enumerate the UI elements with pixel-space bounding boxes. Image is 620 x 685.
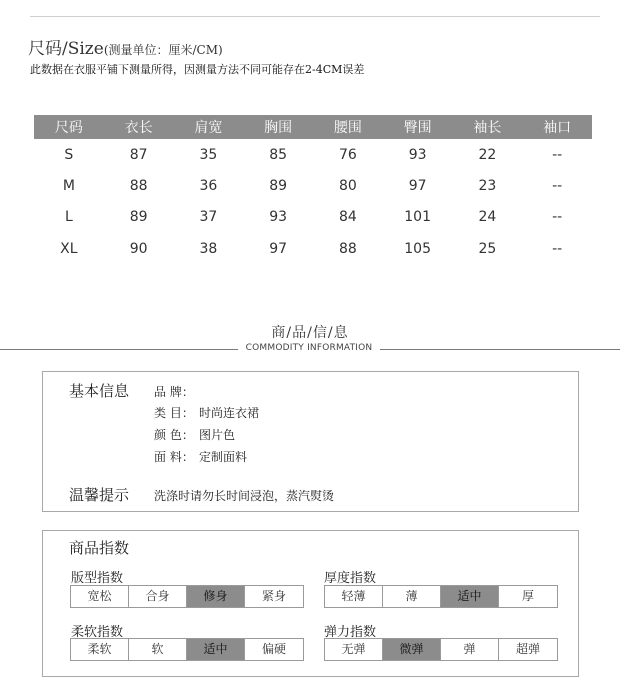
table-cell: 37 bbox=[199, 209, 218, 226]
meter-option: 软 bbox=[129, 639, 187, 660]
tip-text: 洗涤时请勿长时间浸泡，蒸汽熨烫 bbox=[154, 489, 335, 503]
basic-info-heading: 基本信息 bbox=[69, 382, 130, 400]
elasticity-index-label: 弹力指数 bbox=[324, 625, 377, 640]
table-cell: 90 bbox=[129, 240, 148, 257]
thickness-index-meter bbox=[324, 585, 558, 608]
info-row-color bbox=[154, 426, 235, 443]
table-cell: 105 bbox=[404, 240, 431, 257]
product-index-box bbox=[42, 530, 579, 677]
meter-option: 微弹 bbox=[383, 639, 441, 660]
col-header: 衣长 bbox=[104, 115, 174, 139]
table-cell: 84 bbox=[338, 209, 357, 226]
meter-option: 无弹 bbox=[325, 639, 383, 660]
table-cell: L bbox=[64, 209, 73, 226]
info-value: 图片色 bbox=[199, 428, 236, 442]
table-cell: 38 bbox=[199, 240, 218, 257]
table-cell: 24 bbox=[478, 209, 497, 226]
col-header: 臀围 bbox=[383, 115, 453, 139]
col-header: 尺码 bbox=[34, 115, 104, 139]
info-value: 时尚连衣裙 bbox=[199, 406, 260, 420]
meter-option: 修身 bbox=[187, 586, 245, 607]
table-cell: 101 bbox=[404, 209, 431, 226]
col-header: 胸围 bbox=[243, 115, 313, 139]
elasticity-index-meter bbox=[324, 638, 558, 661]
table-cell: 35 bbox=[199, 146, 218, 163]
meter-option: 适中 bbox=[187, 639, 245, 660]
meter-option: 适中 bbox=[441, 586, 499, 607]
meter-option: 超弹 bbox=[515, 642, 540, 656]
table-cell: -- bbox=[552, 240, 563, 257]
basic-info-box bbox=[42, 371, 579, 512]
meter-option: 宽松 bbox=[71, 586, 129, 607]
table-cell: -- bbox=[552, 209, 563, 226]
table-cell: 85 bbox=[269, 146, 288, 163]
table-cell: 36 bbox=[199, 177, 218, 194]
table-cell: 88 bbox=[129, 177, 148, 194]
info-key: 类 目： bbox=[154, 406, 194, 420]
table-cell: -- bbox=[552, 177, 563, 194]
table-cell: 97 bbox=[269, 240, 288, 257]
size-unit: (测量单位：厘米/CM) bbox=[103, 43, 223, 57]
size-title-text: 尺码/Size bbox=[28, 39, 104, 59]
size-title bbox=[28, 34, 223, 59]
table-cell: 22 bbox=[478, 146, 497, 163]
table-row bbox=[34, 202, 592, 233]
commodity-title: 商/品/信/息 bbox=[271, 325, 349, 341]
info-value: 定制面料 bbox=[199, 450, 248, 464]
tip-heading: 温馨提示 bbox=[69, 486, 130, 504]
meter-option: 紧身 bbox=[261, 589, 286, 603]
meter-option: 轻薄 bbox=[325, 586, 383, 607]
meter-option: 偏硬 bbox=[261, 642, 286, 656]
table-cell: 89 bbox=[269, 177, 288, 194]
table-cell: 87 bbox=[129, 146, 148, 163]
table-cell: -- bbox=[552, 146, 563, 163]
table-cell: 93 bbox=[269, 209, 288, 226]
commodity-divider-right bbox=[380, 349, 620, 350]
top-divider bbox=[30, 16, 600, 17]
table-cell: XL bbox=[60, 240, 78, 257]
size-table bbox=[34, 115, 592, 264]
meter-option: 柔软 bbox=[71, 639, 129, 660]
table-cell: 23 bbox=[478, 177, 497, 194]
info-row-category bbox=[154, 404, 259, 421]
meter-option: 薄 bbox=[383, 586, 441, 607]
meter-option: 弹 bbox=[441, 639, 499, 660]
size-note: 此数据在衣服平铺下测量所得，因测量方法不同可能存在2-4CM误差 bbox=[30, 63, 365, 76]
size-table-header-row bbox=[34, 115, 592, 139]
table-cell: 97 bbox=[408, 177, 427, 194]
info-row-brand bbox=[154, 383, 199, 400]
table-cell: 89 bbox=[129, 209, 148, 226]
product-index-heading: 商品指数 bbox=[69, 539, 130, 557]
meter-option: 合身 bbox=[129, 586, 187, 607]
info-key: 面 料： bbox=[154, 450, 194, 464]
table-cell: 76 bbox=[338, 146, 357, 163]
fit-index-meter bbox=[70, 585, 304, 608]
info-row-fabric bbox=[154, 448, 247, 465]
col-header: 袖口 bbox=[522, 115, 592, 139]
commodity-divider-left bbox=[0, 349, 238, 350]
softness-index-label: 柔软指数 bbox=[71, 625, 124, 640]
fit-index-label: 版型指数 bbox=[71, 571, 124, 586]
table-cell: S bbox=[64, 146, 74, 163]
table-cell: M bbox=[62, 177, 75, 194]
softness-index-meter bbox=[70, 638, 304, 661]
table-row bbox=[34, 170, 592, 201]
info-key: 品 牌： bbox=[154, 385, 194, 399]
info-key: 颜 色： bbox=[154, 428, 194, 442]
thickness-index-label: 厚度指数 bbox=[324, 571, 377, 586]
table-row bbox=[34, 139, 592, 170]
table-cell: 93 bbox=[408, 146, 427, 163]
commodity-subtitle: COMMODITY INFORMATION bbox=[245, 343, 373, 353]
table-row bbox=[34, 233, 592, 264]
col-header: 肩宽 bbox=[174, 115, 244, 139]
table-cell: 80 bbox=[338, 177, 357, 194]
table-cell: 88 bbox=[338, 240, 357, 257]
meter-option: 厚 bbox=[521, 589, 534, 603]
col-header: 腰围 bbox=[313, 115, 383, 139]
table-cell: 25 bbox=[478, 240, 497, 257]
col-header: 袖长 bbox=[453, 115, 523, 139]
